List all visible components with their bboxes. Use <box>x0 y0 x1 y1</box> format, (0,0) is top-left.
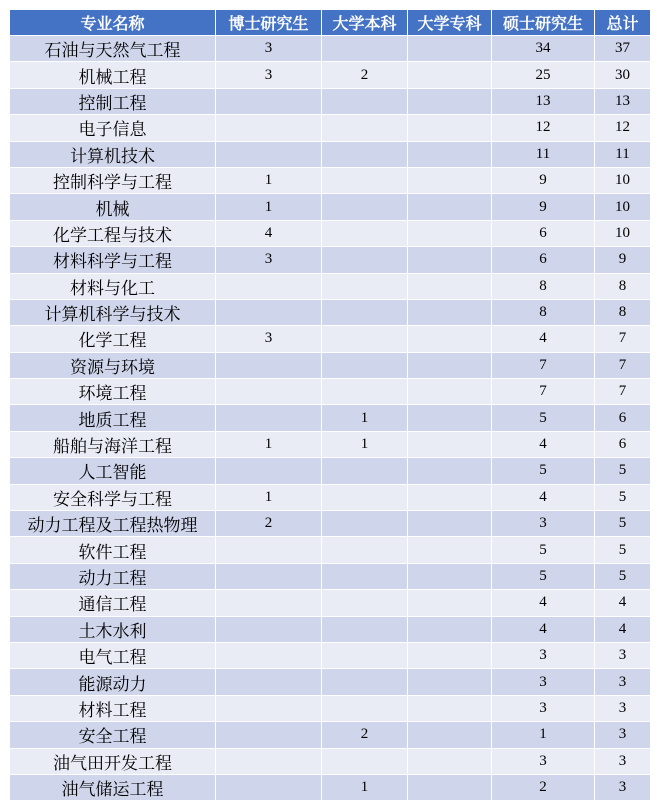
cell-major: 材料与化工 <box>10 273 216 299</box>
cell-associate <box>408 616 492 642</box>
cell-major: 软件工程 <box>10 537 216 563</box>
cell-total: 3 <box>595 748 651 774</box>
cell-major: 化学工程与技术 <box>10 220 216 246</box>
cell-total: 37 <box>595 36 651 62</box>
cell-phd: 3 <box>216 62 322 88</box>
cell-associate <box>408 722 492 748</box>
cell-phd <box>216 405 322 431</box>
cell-phd <box>216 722 322 748</box>
cell-master: 5 <box>492 405 595 431</box>
cell-major: 土木水利 <box>10 616 216 642</box>
table-row <box>10 88 651 114</box>
cell-master: 5 <box>492 537 595 563</box>
cell-master: 3 <box>492 511 595 537</box>
cell-phd <box>216 748 322 774</box>
table-row <box>10 590 651 616</box>
cell-phd <box>216 115 322 141</box>
cell-total: 5 <box>595 484 651 510</box>
cell-bachelor <box>322 88 408 114</box>
cell-bachelor <box>322 669 408 695</box>
table-row <box>10 695 651 721</box>
cell-associate <box>408 774 492 800</box>
cell-master: 5 <box>492 458 595 484</box>
cell-associate <box>408 352 492 378</box>
cell-major: 资源与环境 <box>10 352 216 378</box>
cell-associate <box>408 642 492 668</box>
cell-phd <box>216 379 322 405</box>
cell-phd <box>216 458 322 484</box>
cell-associate <box>408 405 492 431</box>
cell-total: 4 <box>595 590 651 616</box>
cell-associate <box>408 669 492 695</box>
cell-major: 船舶与海洋工程 <box>10 431 216 457</box>
cell-phd <box>216 88 322 114</box>
cell-master: 12 <box>492 115 595 141</box>
table-row <box>10 537 651 563</box>
cell-phd: 3 <box>216 247 322 273</box>
cell-associate <box>408 748 492 774</box>
cell-phd: 4 <box>216 220 322 246</box>
col-header-major: 专业名称 <box>10 10 216 36</box>
cell-major: 动力工程 <box>10 563 216 589</box>
table-row <box>10 616 651 642</box>
table-row <box>10 220 651 246</box>
table-row <box>10 405 651 431</box>
table-row <box>10 299 651 325</box>
table-row <box>10 458 651 484</box>
cell-master: 3 <box>492 669 595 695</box>
cell-phd <box>216 642 322 668</box>
cell-major: 电子信息 <box>10 115 216 141</box>
cell-associate <box>408 36 492 62</box>
cell-bachelor: 2 <box>322 722 408 748</box>
cell-major: 化学工程 <box>10 326 216 352</box>
table-row <box>10 379 651 405</box>
cell-major: 安全科学与工程 <box>10 484 216 510</box>
cell-major: 油气田开发工程 <box>10 748 216 774</box>
cell-associate <box>408 299 492 325</box>
table-row <box>10 273 651 299</box>
cell-major: 油气储运工程 <box>10 774 216 800</box>
cell-major: 人工智能 <box>10 458 216 484</box>
cell-total: 8 <box>595 299 651 325</box>
cell-bachelor <box>322 167 408 193</box>
cell-phd <box>216 537 322 563</box>
cell-master: 8 <box>492 299 595 325</box>
cell-total: 12 <box>595 115 651 141</box>
cell-total: 3 <box>595 642 651 668</box>
table-row <box>10 563 651 589</box>
cell-bachelor <box>322 36 408 62</box>
cell-bachelor: 1 <box>322 405 408 431</box>
cell-master: 2 <box>492 774 595 800</box>
cell-master: 4 <box>492 616 595 642</box>
cell-master: 3 <box>492 642 595 668</box>
table-row <box>10 774 651 800</box>
cell-master: 7 <box>492 379 595 405</box>
cell-total: 6 <box>595 431 651 457</box>
cell-phd: 1 <box>216 484 322 510</box>
cell-master: 7 <box>492 352 595 378</box>
cell-associate <box>408 458 492 484</box>
table-row <box>10 141 651 167</box>
cell-bachelor <box>322 299 408 325</box>
cell-phd: 1 <box>216 167 322 193</box>
cell-bachelor <box>322 247 408 273</box>
cell-bachelor <box>322 695 408 721</box>
table-row <box>10 642 651 668</box>
cell-phd <box>216 774 322 800</box>
cell-total: 10 <box>595 220 651 246</box>
cell-phd <box>216 695 322 721</box>
cell-bachelor <box>322 326 408 352</box>
cell-total: 9 <box>595 247 651 273</box>
cell-major: 控制科学与工程 <box>10 167 216 193</box>
cell-master: 9 <box>492 167 595 193</box>
cell-associate <box>408 379 492 405</box>
cell-phd <box>216 141 322 167</box>
cell-bachelor <box>322 616 408 642</box>
cell-associate <box>408 62 492 88</box>
cell-bachelor <box>322 220 408 246</box>
cell-associate <box>408 167 492 193</box>
cell-major: 安全工程 <box>10 722 216 748</box>
cell-major: 地质工程 <box>10 405 216 431</box>
table-row <box>10 194 651 220</box>
cell-associate <box>408 590 492 616</box>
cell-bachelor <box>322 379 408 405</box>
cell-major: 材料工程 <box>10 695 216 721</box>
cell-major: 计算机科学与技术 <box>10 299 216 325</box>
cell-master: 4 <box>492 431 595 457</box>
cell-total: 5 <box>595 458 651 484</box>
col-header-master: 硕士研究生 <box>492 10 595 36</box>
cell-master: 13 <box>492 88 595 114</box>
cell-bachelor <box>322 563 408 589</box>
cell-major: 石油与天然气工程 <box>10 36 216 62</box>
cell-associate <box>408 273 492 299</box>
table-row <box>10 748 651 774</box>
cell-total: 5 <box>595 537 651 563</box>
cell-master: 34 <box>492 36 595 62</box>
cell-major: 控制工程 <box>10 88 216 114</box>
cell-master: 3 <box>492 695 595 721</box>
cell-phd <box>216 590 322 616</box>
cell-total: 3 <box>595 695 651 721</box>
cell-phd: 2 <box>216 511 322 537</box>
table-row <box>10 247 651 273</box>
table-row <box>10 326 651 352</box>
header-row <box>10 10 651 36</box>
table-row <box>10 167 651 193</box>
cell-total: 3 <box>595 722 651 748</box>
cell-major: 机械工程 <box>10 62 216 88</box>
cell-major: 机械 <box>10 194 216 220</box>
cell-bachelor <box>322 273 408 299</box>
cell-associate <box>408 511 492 537</box>
col-header-phd: 博士研究生 <box>216 10 322 36</box>
cell-associate <box>408 431 492 457</box>
cell-bachelor <box>322 458 408 484</box>
table-row <box>10 669 651 695</box>
cell-bachelor <box>322 484 408 510</box>
cell-total: 5 <box>595 563 651 589</box>
cell-master: 8 <box>492 273 595 299</box>
cell-bachelor <box>322 141 408 167</box>
cell-total: 13 <box>595 88 651 114</box>
cell-major: 能源动力 <box>10 669 216 695</box>
cell-total: 30 <box>595 62 651 88</box>
cell-phd <box>216 299 322 325</box>
cell-major: 通信工程 <box>10 590 216 616</box>
cell-master: 4 <box>492 590 595 616</box>
table-row <box>10 36 651 62</box>
cell-associate <box>408 484 492 510</box>
cell-phd <box>216 352 322 378</box>
cell-master: 6 <box>492 220 595 246</box>
cell-major: 材料科学与工程 <box>10 247 216 273</box>
cell-total: 3 <box>595 669 651 695</box>
cell-phd: 1 <box>216 431 322 457</box>
cell-total: 11 <box>595 141 651 167</box>
cell-associate <box>408 563 492 589</box>
table-row <box>10 431 651 457</box>
cell-bachelor <box>322 115 408 141</box>
cell-bachelor: 2 <box>322 62 408 88</box>
cell-associate <box>408 695 492 721</box>
cell-bachelor <box>322 352 408 378</box>
cell-master: 4 <box>492 326 595 352</box>
cell-master: 5 <box>492 563 595 589</box>
cell-bachelor <box>322 511 408 537</box>
cell-total: 10 <box>595 194 651 220</box>
cell-associate <box>408 88 492 114</box>
cell-total: 7 <box>595 352 651 378</box>
cell-associate <box>408 326 492 352</box>
cell-total: 4 <box>595 616 651 642</box>
cell-associate <box>408 537 492 563</box>
cell-master: 4 <box>492 484 595 510</box>
cell-bachelor <box>322 590 408 616</box>
col-header-associate: 大学专科 <box>408 10 492 36</box>
cell-master: 1 <box>492 722 595 748</box>
table-row <box>10 511 651 537</box>
cell-total: 10 <box>595 167 651 193</box>
cell-master: 6 <box>492 247 595 273</box>
cell-phd <box>216 273 322 299</box>
table-row <box>10 484 651 510</box>
cell-total: 7 <box>595 379 651 405</box>
cell-bachelor <box>322 748 408 774</box>
cell-phd: 1 <box>216 194 322 220</box>
cell-associate <box>408 141 492 167</box>
major-enrollment-table <box>9 9 651 801</box>
cell-phd <box>216 563 322 589</box>
cell-phd: 3 <box>216 36 322 62</box>
table-row <box>10 352 651 378</box>
cell-master: 3 <box>492 748 595 774</box>
cell-bachelor <box>322 642 408 668</box>
cell-major: 计算机技术 <box>10 141 216 167</box>
col-header-total: 总计 <box>595 10 651 36</box>
cell-phd: 3 <box>216 326 322 352</box>
cell-bachelor <box>322 194 408 220</box>
cell-total: 6 <box>595 405 651 431</box>
cell-major: 动力工程及工程热物理 <box>10 511 216 537</box>
cell-associate <box>408 247 492 273</box>
table-body <box>10 36 651 801</box>
col-header-bachelor: 大学本科 <box>322 10 408 36</box>
cell-bachelor: 1 <box>322 431 408 457</box>
cell-total: 5 <box>595 511 651 537</box>
table-row <box>10 62 651 88</box>
cell-master: 9 <box>492 194 595 220</box>
cell-total: 7 <box>595 326 651 352</box>
cell-total: 8 <box>595 273 651 299</box>
cell-total: 3 <box>595 774 651 800</box>
table-row <box>10 115 651 141</box>
table-row <box>10 722 651 748</box>
table-header <box>10 10 651 36</box>
cell-master: 11 <box>492 141 595 167</box>
cell-associate <box>408 194 492 220</box>
cell-major: 环境工程 <box>10 379 216 405</box>
cell-major: 电气工程 <box>10 642 216 668</box>
cell-associate <box>408 115 492 141</box>
cell-master: 25 <box>492 62 595 88</box>
cell-phd <box>216 669 322 695</box>
cell-bachelor <box>322 537 408 563</box>
cell-bachelor: 1 <box>322 774 408 800</box>
cell-phd <box>216 616 322 642</box>
cell-associate <box>408 220 492 246</box>
